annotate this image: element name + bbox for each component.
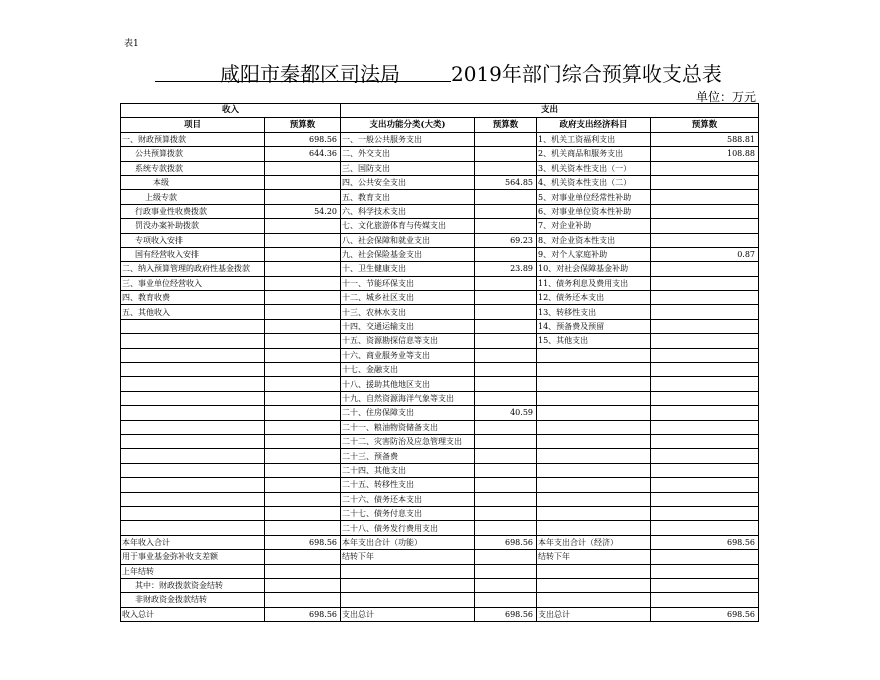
income-amount-cell (265, 578, 341, 592)
income-amount-cell (265, 564, 341, 578)
table-row (121, 233, 759, 247)
func-item-cell: 十、卫生健康支出 (341, 262, 475, 276)
income-item-cell (121, 348, 265, 362)
income-amount-cell: 698.56 (265, 607, 341, 621)
func-amount-cell: 698.56 (475, 607, 537, 621)
econ-amount-cell (651, 406, 759, 420)
econ-amount-cell (651, 434, 759, 448)
func-item-cell: 二十四、其他支出 (341, 463, 475, 477)
econ-item-cell (537, 593, 651, 607)
header-func-amount: 预算数 (475, 118, 537, 132)
table-row (121, 535, 759, 549)
func-amount-cell (475, 550, 537, 564)
econ-item-cell: 3、机关资本性支出（一） (537, 161, 651, 175)
func-amount-cell (475, 276, 537, 290)
func-item-cell: 本年支出合计（功能） (341, 535, 475, 549)
func-amount-cell: 40.59 (475, 406, 537, 420)
func-item-cell: 七、文化旅游体育与传媒支出 (341, 219, 475, 233)
econ-item-cell: 11、债务利息及费用支出 (537, 276, 651, 290)
econ-amount-cell: 588.81 (651, 132, 759, 146)
income-amount-cell (265, 175, 341, 189)
func-amount-cell (475, 147, 537, 161)
table-row (121, 593, 759, 607)
income-amount-cell (265, 593, 341, 607)
func-item-cell: 二十八、债务发行费用支出 (341, 521, 475, 535)
table-row (121, 434, 759, 448)
econ-item-cell: 8、对企业资本性支出 (537, 233, 651, 247)
func-amount-cell (475, 377, 537, 391)
table-row (121, 420, 759, 434)
income-item-cell: 五、其他收入 (121, 305, 265, 319)
econ-amount-cell (651, 161, 759, 175)
income-amount-cell (265, 190, 341, 204)
func-amount-cell (475, 449, 537, 463)
func-amount-cell: 564.85 (475, 175, 537, 189)
table-tag: 表1 (124, 39, 139, 49)
func-amount-cell (475, 492, 537, 506)
func-item-cell: 十八、援助其他地区支出 (341, 377, 475, 391)
econ-item-cell: 2、机关商品和服务支出 (537, 147, 651, 161)
table-row (121, 406, 759, 420)
func-item-cell: 二十二、灾害防治及应急管理支出 (341, 434, 475, 448)
econ-item-cell: 13、转移性支出 (537, 305, 651, 319)
table-row (121, 550, 759, 564)
income-item-cell (121, 391, 265, 405)
econ-item-cell: 5、对事业单位经常性补助 (537, 190, 651, 204)
income-item-cell: 罚没办案补助拨款 (121, 219, 265, 233)
page-title (155, 58, 765, 86)
func-item-cell: 二十、住房保障支出 (341, 406, 475, 420)
econ-amount-cell: 698.56 (651, 607, 759, 621)
econ-amount-cell (651, 506, 759, 520)
econ-amount-cell (651, 319, 759, 333)
income-item-cell: 行政事业性收费拨款 (121, 204, 265, 218)
econ-amount-cell (651, 190, 759, 204)
title-report-name: 2019年部门综合预算收支总表 (451, 62, 722, 86)
econ-item-cell (537, 463, 651, 477)
income-amount-cell: 698.56 (265, 132, 341, 146)
income-item-cell: 系统专款拨款 (121, 161, 265, 175)
income-amount-cell (265, 161, 341, 175)
table-row (121, 219, 759, 233)
econ-amount-cell (651, 219, 759, 233)
table-row (121, 262, 759, 276)
econ-amount-cell: 108.88 (651, 147, 759, 161)
econ-item-cell (537, 434, 651, 448)
econ-item-cell: 14、预备费及预留 (537, 319, 651, 333)
func-item-cell: 十七、金融支出 (341, 363, 475, 377)
econ-amount-cell (651, 521, 759, 535)
econ-item-cell (537, 492, 651, 506)
income-item-cell (121, 406, 265, 420)
income-amount-cell (265, 247, 341, 261)
income-amount-cell (265, 550, 341, 564)
table-row (121, 449, 759, 463)
func-amount-cell (475, 463, 537, 477)
income-amount-cell (265, 262, 341, 276)
econ-amount-cell (651, 420, 759, 434)
econ-item-cell (537, 564, 651, 578)
table-row (121, 305, 759, 319)
income-amount-cell (265, 377, 341, 391)
header-econ-class: 政府支出经济科目 (537, 118, 651, 132)
func-item-cell: 十五、资源勘探信息等支出 (341, 334, 475, 348)
func-amount-cell (475, 291, 537, 305)
income-item-cell: 收入总计 (121, 607, 265, 621)
income-item-cell: 本级 (121, 175, 265, 189)
unit-label: 单位：万元 (696, 90, 757, 104)
func-amount-cell: 23.89 (475, 262, 537, 276)
func-amount-cell (475, 334, 537, 348)
income-item-cell: 其中：财政拨款资金结转 (121, 578, 265, 592)
func-amount-cell (475, 578, 537, 592)
header-econ-amount: 预算数 (651, 118, 759, 132)
econ-amount-cell (651, 334, 759, 348)
econ-item-cell (537, 377, 651, 391)
func-amount-cell (475, 521, 537, 535)
income-amount-cell (265, 334, 341, 348)
func-item-cell: 十二、城乡社区支出 (341, 291, 475, 305)
func-amount-cell (475, 219, 537, 233)
income-item-cell (121, 506, 265, 520)
table-row (121, 175, 759, 189)
income-item-cell: 四、教育收费 (121, 291, 265, 305)
header-func-class: 支出功能分类(大类) (341, 118, 475, 132)
income-item-cell: 专项收入安排 (121, 233, 265, 247)
func-item-cell: 二十三、预备费 (341, 449, 475, 463)
econ-item-cell (537, 420, 651, 434)
func-item-cell: 十三、农林水支出 (341, 305, 475, 319)
income-item-cell: 本年收入合计 (121, 535, 265, 549)
econ-amount-cell (651, 262, 759, 276)
table-row (121, 348, 759, 362)
table-row (121, 247, 759, 261)
table-row (121, 377, 759, 391)
table-row (121, 319, 759, 333)
econ-amount-cell (651, 564, 759, 578)
income-item-cell (121, 334, 265, 348)
income-amount-cell (265, 492, 341, 506)
table-row (121, 463, 759, 477)
func-amount-cell: 69.23 (475, 233, 537, 247)
income-item-cell: 非财政资金拨款结转 (121, 593, 265, 607)
econ-amount-cell (651, 377, 759, 391)
func-item-cell: 二十一、粮油物资储备支出 (341, 420, 475, 434)
income-amount-cell (265, 348, 341, 362)
econ-amount-cell (651, 363, 759, 377)
income-amount-cell (265, 219, 341, 233)
table-row (121, 147, 759, 161)
income-amount-cell (265, 305, 341, 319)
func-item-cell: 六、科学技术支出 (341, 204, 475, 218)
table-row (121, 204, 759, 218)
econ-item-cell: 4、机关资本性支出（二） (537, 175, 651, 189)
func-amount-cell (475, 434, 537, 448)
func-item-cell: 一、一般公共服务支出 (341, 132, 475, 146)
econ-item-cell: 本年支出合计（经济） (537, 535, 651, 549)
econ-item-cell: 15、其他支出 (537, 334, 651, 348)
econ-amount-cell (651, 492, 759, 506)
income-item-cell (121, 449, 265, 463)
table-row (121, 334, 759, 348)
income-amount-cell (265, 449, 341, 463)
header-item: 项目 (121, 118, 265, 132)
income-item-cell: 公共预算拨款 (121, 147, 265, 161)
econ-item-cell (537, 578, 651, 592)
income-amount-cell (265, 363, 341, 377)
econ-amount-cell (651, 550, 759, 564)
income-amount-cell (265, 391, 341, 405)
title-underline (155, 81, 451, 82)
func-item-cell: 十四、交通运输支出 (341, 319, 475, 333)
func-item-cell: 二十五、转移性支出 (341, 478, 475, 492)
table-row (121, 478, 759, 492)
func-amount-cell (475, 478, 537, 492)
func-amount-cell (475, 161, 537, 175)
func-amount-cell (475, 564, 537, 578)
func-item-cell: 五、教育支出 (341, 190, 475, 204)
table-row (121, 190, 759, 204)
func-amount-cell (475, 305, 537, 319)
econ-amount-cell (651, 578, 759, 592)
econ-item-cell (537, 449, 651, 463)
income-item-cell: 一、财政预算拨款 (121, 132, 265, 146)
econ-item-cell: 结转下年 (537, 550, 651, 564)
econ-amount-cell (651, 204, 759, 218)
func-amount-cell (475, 190, 537, 204)
income-amount-cell: 698.56 (265, 535, 341, 549)
func-item-cell: 十九、自然资源海洋气象等支出 (341, 391, 475, 405)
table-row (121, 578, 759, 592)
income-amount-cell: 54.20 (265, 204, 341, 218)
table-row (121, 132, 759, 146)
econ-item-cell (537, 348, 651, 362)
income-amount-cell (265, 319, 341, 333)
func-amount-cell (475, 420, 537, 434)
econ-amount-cell (651, 305, 759, 319)
func-amount-cell (475, 204, 537, 218)
econ-item-cell (537, 391, 651, 405)
func-amount-cell (475, 348, 537, 362)
income-amount-cell (265, 276, 341, 290)
func-item-cell: 八、社会保障和就业支出 (341, 233, 475, 247)
func-amount-cell (475, 363, 537, 377)
func-item-cell (341, 593, 475, 607)
func-item-cell: 二、外交支出 (341, 147, 475, 161)
econ-item-cell: 1、机关工资福利支出 (537, 132, 651, 146)
func-item-cell: 二十六、债务还本支出 (341, 492, 475, 506)
econ-amount-cell (651, 291, 759, 305)
income-amount-cell (265, 406, 341, 420)
table-row (121, 607, 759, 621)
econ-item-cell (537, 406, 651, 420)
table-row (121, 506, 759, 520)
income-item-cell: 用于事业基金弥补收支差额 (121, 550, 265, 564)
title-department: 咸阳市秦都区司法局 (220, 62, 400, 86)
income-item-cell: 国有经营收入安排 (121, 247, 265, 261)
income-amount-cell: 644.36 (265, 147, 341, 161)
header-row-group (121, 104, 759, 118)
header-row-columns (121, 118, 759, 132)
income-item-cell: 上年结转 (121, 564, 265, 578)
income-amount-cell (265, 420, 341, 434)
income-amount-cell (265, 463, 341, 477)
income-amount-cell (265, 434, 341, 448)
func-amount-cell (475, 391, 537, 405)
func-amount-cell: 698.56 (475, 535, 537, 549)
econ-item-cell: 12、债务还本支出 (537, 291, 651, 305)
table-row (121, 492, 759, 506)
income-item-cell (121, 319, 265, 333)
func-amount-cell (475, 247, 537, 261)
header-expense: 支出 (341, 104, 759, 118)
econ-amount-cell (651, 593, 759, 607)
income-item-cell (121, 463, 265, 477)
income-item-cell: 三、事业单位经营收入 (121, 276, 265, 290)
func-item-cell: 结转下年 (341, 550, 475, 564)
econ-amount-cell (651, 391, 759, 405)
income-item-cell (121, 377, 265, 391)
budget-table (120, 103, 759, 622)
econ-amount-cell: 698.56 (651, 535, 759, 549)
table-row (121, 363, 759, 377)
econ-amount-cell: 0.87 (651, 247, 759, 261)
func-item-cell: 二十七、债务付息支出 (341, 506, 475, 520)
econ-amount-cell (651, 449, 759, 463)
income-item-cell: 上级专款 (121, 190, 265, 204)
table-row (121, 521, 759, 535)
econ-amount-cell (651, 233, 759, 247)
econ-amount-cell (651, 478, 759, 492)
table-row (121, 161, 759, 175)
income-amount-cell (265, 233, 341, 247)
func-item-cell: 支出总计 (341, 607, 475, 621)
income-item-cell (121, 363, 265, 377)
income-item-cell: 二、纳入预算管理的政府性基金拨款 (121, 262, 265, 276)
func-item-cell: 十一、节能环保支出 (341, 276, 475, 290)
income-amount-cell (265, 291, 341, 305)
header-income-amount: 预算数 (265, 118, 341, 132)
econ-item-cell: 支出总计 (537, 607, 651, 621)
econ-amount-cell (651, 175, 759, 189)
header-income: 收入 (121, 104, 341, 118)
table-row (121, 291, 759, 305)
func-item-cell (341, 578, 475, 592)
func-item-cell (341, 564, 475, 578)
func-amount-cell (475, 593, 537, 607)
econ-item-cell (537, 506, 651, 520)
func-amount-cell (475, 506, 537, 520)
econ-item-cell (537, 521, 651, 535)
econ-amount-cell (651, 463, 759, 477)
econ-item-cell: 7、对企业补助 (537, 219, 651, 233)
income-item-cell (121, 434, 265, 448)
econ-amount-cell (651, 276, 759, 290)
func-amount-cell (475, 132, 537, 146)
func-amount-cell (475, 319, 537, 333)
econ-item-cell (537, 478, 651, 492)
func-item-cell: 十六、商业服务业等支出 (341, 348, 475, 362)
func-item-cell: 九、社会保险基金支出 (341, 247, 475, 261)
func-item-cell: 三、国防支出 (341, 161, 475, 175)
econ-item-cell: 6、对事业单位资本性补助 (537, 204, 651, 218)
table-row (121, 276, 759, 290)
income-item-cell (121, 521, 265, 535)
table-row (121, 564, 759, 578)
income-amount-cell (265, 478, 341, 492)
econ-amount-cell (651, 348, 759, 362)
table-row (121, 391, 759, 405)
income-item-cell (121, 492, 265, 506)
econ-item-cell (537, 363, 651, 377)
income-item-cell (121, 478, 265, 492)
econ-item-cell: 10、对社会保障基金补助 (537, 262, 651, 276)
income-amount-cell (265, 521, 341, 535)
econ-item-cell: 9、对个人家庭补助 (537, 247, 651, 261)
income-item-cell (121, 420, 265, 434)
income-amount-cell (265, 506, 341, 520)
func-item-cell: 四、公共安全支出 (341, 175, 475, 189)
